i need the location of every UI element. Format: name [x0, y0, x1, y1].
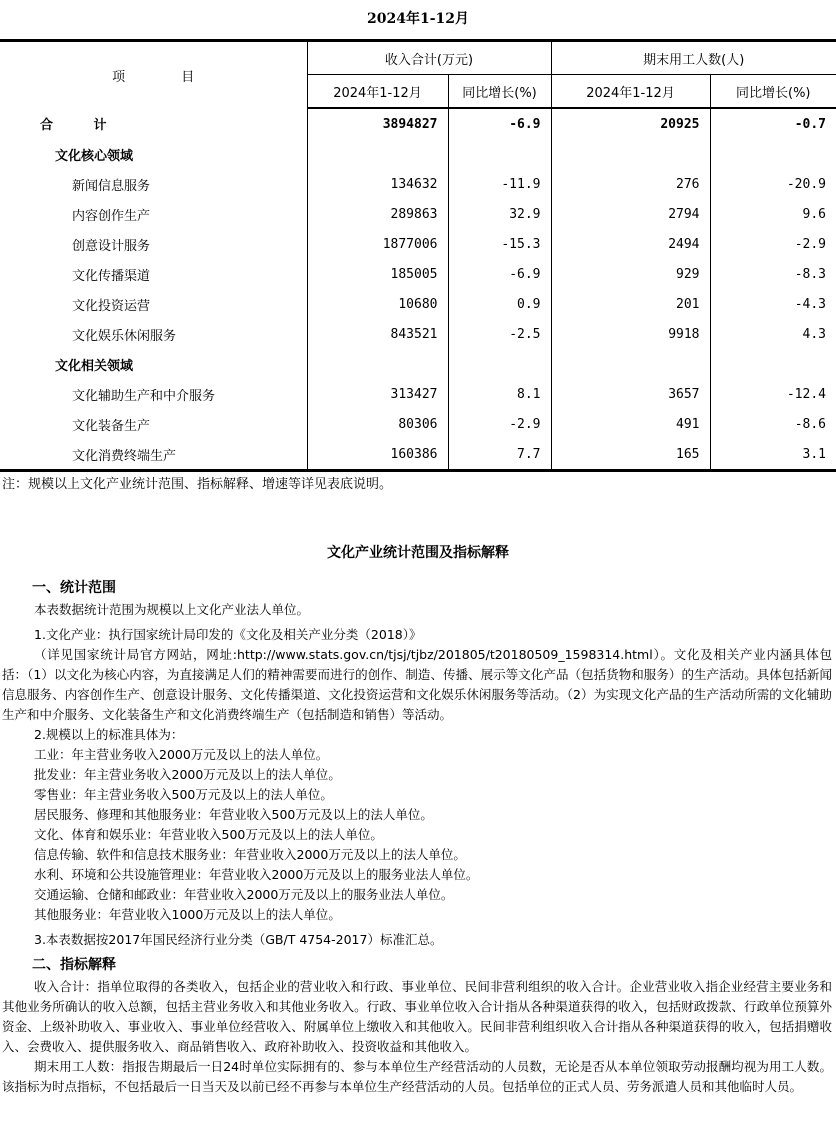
standard-item: 零售业：年主营业务收入500万元及以上的法人单位。	[34, 787, 333, 802]
employees-value: 929	[551, 259, 710, 289]
employees-growth: -20.9	[710, 169, 836, 199]
standards-list	[2, 745, 832, 925]
standard-item: 居民服务、修理和其他服务业：年营业收入500万元及以上的法人单位。	[34, 807, 433, 822]
employees-value: 491	[551, 409, 710, 439]
income-value: 10680	[307, 289, 448, 319]
table-row	[0, 379, 836, 409]
employees-definition: 期末用工人数：指报告期最后一日24时单位实际拥有的、参与本单位生产经营活动的人员数，无论是否从本单位领取劳动报酬均视为用工人数。该指标为时点指标，不包括最后一日当天及以前已经不再参与本单位生产经营活动的人员。包括单位的正式人员、劳务派遣人员和其他临时人员。	[2, 1059, 832, 1094]
income-value: 289863	[307, 199, 448, 229]
row-label: 新闻信息服务	[72, 178, 151, 194]
empty-cell	[710, 139, 836, 169]
row-label: 文化辅助生产和中介服务	[72, 388, 216, 404]
income-value: 80306	[307, 409, 448, 439]
employees-growth: 3.1	[710, 439, 836, 471]
income-value: 313427	[307, 379, 448, 409]
row-label: 创意设计服务	[72, 238, 151, 254]
table-note: 注：规模以上文化产业统计范围、指标解释、增速等详见表底说明。	[2, 477, 393, 492]
section1-heading: 一、统计范围	[32, 580, 116, 596]
standard-item: 水利、环境和公共设施管理业：年营业收入2000万元及以上的服务业法人单位。	[34, 867, 479, 882]
table-row	[0, 199, 836, 229]
classification-note: 3.本表数据按2017年国民经济行业分类（GB/T 4754-2017）标准汇总。	[34, 932, 443, 947]
employees-growth-header: 同比增长(%)	[710, 75, 836, 109]
income-group-header: 收入合计(万元)	[307, 41, 551, 75]
employees-value: 165	[551, 439, 710, 471]
employees-growth: -4.3	[710, 289, 836, 319]
employees-value: 20925	[551, 108, 710, 139]
table-row	[0, 259, 836, 289]
empty-cell	[307, 349, 448, 379]
income-value: 3894827	[307, 108, 448, 139]
employees-value: 3657	[551, 379, 710, 409]
income-growth: -11.9	[448, 169, 551, 199]
income-growth: -6.9	[448, 259, 551, 289]
income-value: 185005	[307, 259, 448, 289]
income-growth: 0.9	[448, 289, 551, 319]
row-label: 文化装备生产	[72, 418, 151, 434]
scope-intro: 本表数据统计范围为规模以上文化产业法人单位。	[34, 602, 310, 617]
industry-definition-text: （详见国家统计局官方网站，网址:http://www.stats.gov.cn/tjsj/tjbz/201805/t20180509_1598314.html）。文化及相关产业内涵具体包括：（1）以文化为核心内容，为直接满足人们的精神需要而进行的创作、制造、传播、展示等文化产品（包括货物和服务）的生产活动。具体包括新闻信息服务、内容创作生产、创意设计服务、文化传播渠道、文化投资运营和文化娱乐休闲服务等活动。（2）为实现文化产品的生产活动所需的文化辅助生产和中介服务、文化装备生产和文化消费终端生产（包括制造和销售）等活动。	[2, 647, 832, 722]
empty-cell	[551, 139, 710, 169]
table-row	[0, 169, 836, 199]
employees-value: 9918	[551, 319, 710, 349]
employees-growth: 4.3	[710, 319, 836, 349]
table-row	[0, 289, 836, 319]
employees-value: 2794	[551, 199, 710, 229]
row-label: 文化投资运营	[72, 298, 151, 314]
income-growth: -6.9	[448, 108, 551, 139]
section-row	[0, 349, 836, 379]
standard-item: 交通运输、仓储和邮政业：年营业收入2000万元及以上的服务业法人单位。	[34, 887, 454, 902]
table-row	[0, 409, 836, 439]
employees-growth: -8.6	[710, 409, 836, 439]
employees-value: 201	[551, 289, 710, 319]
employees-growth: -2.9	[710, 229, 836, 259]
explanation-body	[2, 578, 832, 1097]
income-growth: -2.5	[448, 319, 551, 349]
section-label: 文化核心领域	[55, 148, 134, 164]
section-label: 文化相关领域	[55, 358, 134, 374]
income-growth: -15.3	[448, 229, 551, 259]
standard-item: 批发业：年主营业务收入2000万元及以上的法人单位。	[34, 767, 341, 782]
table-row	[0, 229, 836, 259]
standard-item: 其他服务业：年营业收入1000万元及以上的法人单位。	[34, 907, 341, 922]
industry-definition-title: 1.文化产业：执行国家统计局印发的《文化及相关产业分类（2018）》	[34, 627, 422, 642]
employees-group-header: 期末用工人数(人)	[551, 41, 836, 75]
table-row	[0, 319, 836, 349]
income-growth-header: 同比增长(%)	[448, 75, 551, 109]
employees-period-header: 2024年1-12月	[551, 75, 710, 109]
header-row-groups	[0, 41, 836, 75]
item-header: 项 目	[0, 41, 307, 109]
standard-item: 文化、体育和娱乐业：年营业收入500万元及以上的法人单位。	[34, 827, 383, 842]
income-growth: 8.1	[448, 379, 551, 409]
employees-growth: -0.7	[710, 108, 836, 139]
income-value: 160386	[307, 439, 448, 471]
standards-title: 2.规模以上的标准具体为：	[34, 727, 184, 742]
employees-growth: 9.6	[710, 199, 836, 229]
employees-value: 2494	[551, 229, 710, 259]
income-growth: 7.7	[448, 439, 551, 471]
row-label: 文化传播渠道	[72, 268, 151, 284]
row-label: 文化娱乐休闲服务	[72, 328, 177, 344]
statistics-table	[0, 39, 836, 472]
income-value: 1877006	[307, 229, 448, 259]
empty-cell	[448, 139, 551, 169]
employees-value: 276	[551, 169, 710, 199]
section2-heading: 二、指标解释	[32, 957, 116, 973]
explanation-title: 文化产业统计范围及指标解释	[327, 545, 509, 561]
empty-cell	[710, 349, 836, 379]
empty-cell	[551, 349, 710, 379]
period-title: 2024年1-12月	[367, 11, 469, 27]
empty-cell	[448, 349, 551, 379]
table-row	[0, 439, 836, 471]
empty-cell	[307, 139, 448, 169]
section-row	[0, 139, 836, 169]
standard-item: 信息传输、软件和信息技术服务业：年营业收入2000万元及以上的法人单位。	[34, 847, 466, 862]
row-label: 内容创作生产	[72, 208, 151, 224]
employees-growth: -8.3	[710, 259, 836, 289]
income-value: 134632	[307, 169, 448, 199]
income-value: 843521	[307, 319, 448, 349]
income-period-header: 2024年1-12月	[307, 75, 448, 109]
income-definition: 收入合计：指单位取得的各类收入，包括企业的营业收入和行政、事业单位、民间非营利组织的收入合计。企业营业收入指企业经营主要业务和其他业务所确认的收入总额，包括主营业务收入和其他业务收入。行政、事业单位收入合计指从各种渠道获得的收入，包括财政拨款、行政单位预算外资金、上级补助收入、事业收入、事业单位经营收入、附属单位上缴收入和其他收入。民间非营利组织收入合计指从各种渠道获得的收入，包括捐赠收入、会费收入、提供服务收入、商品销售收入、政府补助收入、投资收益和其他收入。	[2, 979, 832, 1054]
employees-growth: -12.4	[710, 379, 836, 409]
income-growth: 32.9	[448, 199, 551, 229]
total-row	[0, 108, 836, 139]
standard-item: 工业：年主营业务收入2000万元及以上的法人单位。	[34, 747, 329, 762]
row-label: 文化消费终端生产	[0, 439, 307, 471]
row-label: 合 计	[40, 118, 125, 133]
income-growth: -2.9	[448, 409, 551, 439]
